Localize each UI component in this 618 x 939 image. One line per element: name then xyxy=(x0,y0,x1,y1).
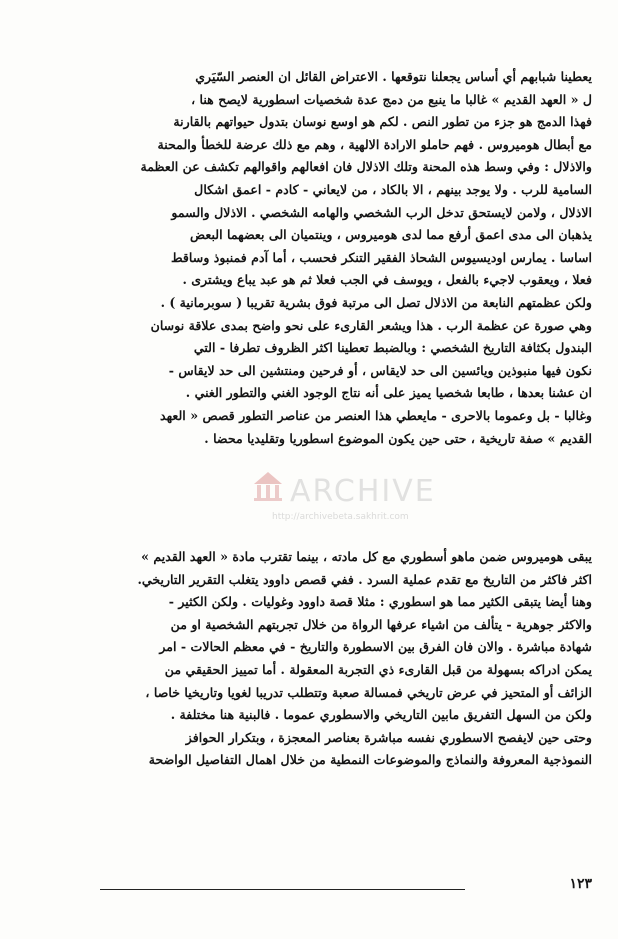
text-line: مع أبطال هوميروس . فهم حاملو الارادة الالهية ، وهم مع ذلك عرضة للخطأ والمحنة xyxy=(157,136,592,152)
text-line: يعطينا شبابهم أي أساس يجعلنا نتوقعها . الاعتراض القائل ان العنصر السّيَري xyxy=(195,69,592,84)
text-line: والاذلال : وفي وسط هذه المحنة وتلك الاذلال فان افعالهم واقوالهم تكشف عن العظمة xyxy=(140,159,592,175)
text-line: اكثر فاكثر من التاريخ مع تقدم عملية السرد . ففي قصص داوود يتغلب التقرير التاريخي. xyxy=(137,571,592,587)
text-line: فعلا ، ويعقوب لاجيء بالفعل ، ويوسف في الجب فعلا ثم هو عبد يباع ويشترى . xyxy=(182,272,592,288)
text-line: وحتى حين لايفصح الاسطوري نفسه مباشرة بعناصر المعجزة ، وبتكرار الحوافز xyxy=(185,729,592,745)
watermark-url: http://archivebeta.sakhrit.com xyxy=(272,512,409,522)
text-line: يذهبان الى مدى اعمق أرفع مما لدى هوميروس ، وينتميان الى بعضهما البعض xyxy=(190,227,592,243)
page-footer xyxy=(100,876,592,900)
archive-logo-icon xyxy=(250,468,286,504)
archive-watermark xyxy=(250,468,450,538)
text-line: فهذا الدمج هو جزء من تطور النص . لكم هو اوسع نوسان بتدول حيواتهم بالقارنة xyxy=(173,114,592,130)
text-line: يبقى هوميروس ضمن ماهو أسطوري مع كل مادته ، بينما تقترب مادة « العهد القديم » xyxy=(141,549,592,564)
paragraph-2 xyxy=(100,546,592,772)
watermark-text: ARCHIVE xyxy=(290,474,436,509)
text-line: النموذجية المعروفة والنماذج والموضوعات النمطية من خلال اهمال التفاصيل الواضحة xyxy=(148,752,592,768)
text-line: وغالبا - بل وعموما بالاحرى - مايعطي هذا العنصر من عناصر التطور قصص « العهد xyxy=(159,407,592,423)
text-line: نكون فيها منبوذين ويائسين الى حد لايقاس ، أو فرحين ومنتشين الى حد لايقاس - xyxy=(168,362,592,378)
text-line: القديم » صفة تاريخية ، حتى حين يكون الموضوع اسطوريا وتقليديا محضا . xyxy=(204,430,592,446)
text-line: والاكثر جوهرية - يتألف من اشياء عرفها الرواة من خلال تجربتهم الشخصية او من xyxy=(170,616,592,632)
text-line: يمكن ادراكه بسهولة من قبل القارىء ذي التجربة المعقولة . أما تمييز الحقيقي من xyxy=(164,661,592,677)
page-number: ١٢٣ xyxy=(569,876,592,892)
text-line: الاذلال ، ولامن لايستحق تدخل الرب الشخصي والهامه الشخصي . الاذلال والسمو xyxy=(171,204,592,220)
text-line: السامية للرب . ولا يوجد بينهم ، الا بالكاد ، من لايعاني - كادم - اعمق اشكال xyxy=(194,181,592,197)
text-line: ل « العهد القديم » غالبا ما ينبع من دمج عدة شخصيات اسطورية لايصح هنا ، xyxy=(191,91,592,107)
text-line: اساسا . يمارس اوديسيوس الشحاذ الفقير التنكر فحسب ، أما آدم فمنبوذ وساقط xyxy=(170,249,592,265)
text-line: شهادة مباشرة . والان فان الفرق بين الاسطورة والتاريخ - في معظم الحالات - امر xyxy=(159,639,592,655)
text-line: وهي صورة عن عظمة الرب . هذا ويشعر القارىء على نحو واضح بمدى علاقة نوسان xyxy=(150,317,592,333)
text-line: البندول بكثافة التاريخ الشخصي : وبالضبط تعطينا اكثر الظروف تطرفا - التي xyxy=(193,340,592,356)
text-line: وهنا أيضا يتبقى الكثير مما هو اسطوري : مثلا قصة داوود وغوليات . ولكن الكثير - xyxy=(168,594,592,610)
text-line: الزائف أو المتحيز في عرض تاريخي فمسالة صعبة وتتطلب تدريبا لغويا وتاريخيا خاصا ، xyxy=(145,684,592,700)
paragraph-1 xyxy=(100,66,592,450)
text-line: ولكن من السهل التفريق مابين التاريخي والاسطوري عموما . فالبنية هنا مختلفة . xyxy=(170,707,592,723)
text-line: ان عشنا بعدها ، طابعا شخصيا يميز على أنه نتاج الوجود الغني والتطور الغني . xyxy=(185,385,592,401)
text-line: ولكن عظمتهم النابعة من الاذلال تصل الى مرتبة فوق بشرية تقريبا ( سوبرمانية ) . xyxy=(160,294,592,310)
footer-divider xyxy=(100,889,465,890)
